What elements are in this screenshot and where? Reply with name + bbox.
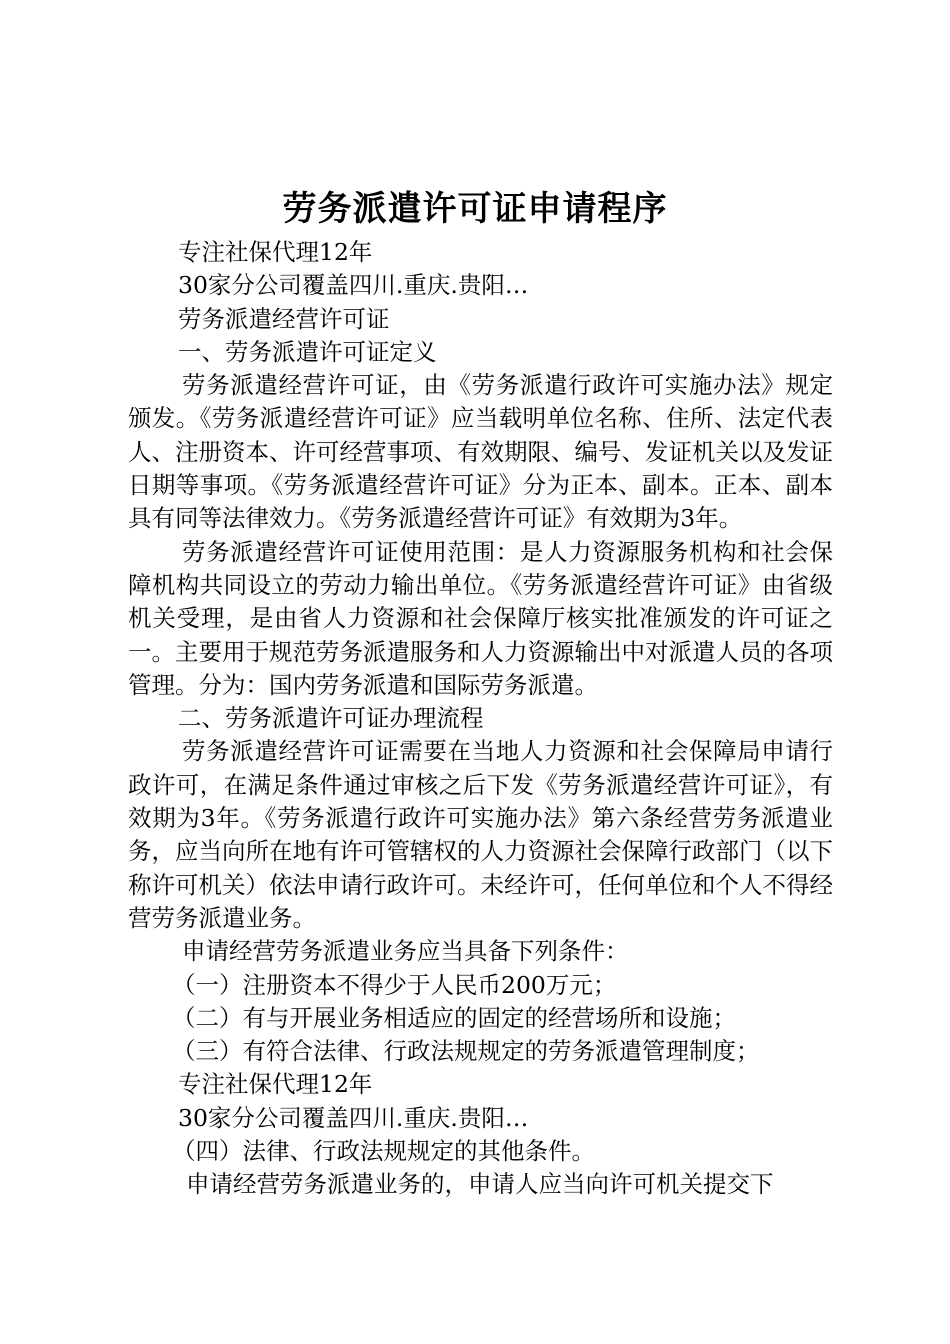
section-1-paragraph-2: 劳务派遣经营许可证使用范围：是人力资源服务机构和社会保障机构共同设立的劳动力输出单位。《劳务派遣经营许可证》由省级机关受理，是由省人力资源和社会保障厅核实批准颁发的许可证之一。主要用于规范劳务派遣服务和人力资源输出中对派遣人员的各项管理。分为：国内劳务派遣和国际劳务派遣。 (128, 537, 833, 699)
condition-2: （二）有与开展业务相适应的固定的经营场所和设施； (172, 1003, 736, 1032)
ad-line-years: 专注社保代理12年 (178, 238, 373, 266)
section-2-heading: 二、劳务派遣许可证办理流程 (178, 704, 484, 733)
ad-line-branches-2: 30家分公司覆盖四川.重庆.贵阳… (178, 1103, 529, 1132)
ad-line-branches: 30家分公司覆盖四川.重庆.贵阳… (178, 271, 529, 300)
application-paragraph-start: 申请经营劳务派遣业务的，申请人应当向许可机关提交下 (186, 1170, 774, 1199)
ad-line-years-2: 专注社保代理12年 (178, 1070, 373, 1099)
condition-1: （一）注册资本不得少于人民币200万元； (172, 970, 617, 999)
section-2-paragraph-1: 劳务派遣经营许可证需要在当地人力资源和社会保障局申请行政许可，在满足条件通过审核之后下发《劳务派遣经营许可证》，有效期为3年。《劳务派遣行政许可实施办法》第六条经营劳务派遣业务，应当向所在地有许可管辖权的人力资源社会保障行政部门（以下称许可机关）依法申请行政许可。未经许可，任何单位和个人不得经营劳务派遣业务。 (128, 737, 833, 932)
condition-4: （四）法律、行政法规规定的其他条件。 (172, 1137, 595, 1166)
conditions-intro: 申请经营劳务派遣业务应当具备下列条件： (182, 937, 629, 966)
section-1-paragraph-1: 劳务派遣经营许可证，由《劳务派遣行政许可实施办法》规定颁发。《劳务派遣经营许可证》应当载明单位名称、住所、法定代表人、注册资本、许可经营事项、有效期限、编号、发证机关以及发证日期等事项。《劳务派遣经营许可证》分为正本、副本。正本、副本具有同等法律效力。《劳务派遣经营许可证》有效期为3年。 (128, 371, 833, 533)
license-heading: 劳务派遣经营许可证 (178, 304, 390, 333)
section-1-heading: 一、劳务派遣许可证定义 (178, 337, 437, 366)
document-title: 劳务派遣许可证申请程序 (282, 189, 668, 229)
condition-3: （三）有符合法律、行政法规规定的劳务派遣管理制度； (172, 1037, 760, 1066)
document-body (128, 236, 833, 1202)
